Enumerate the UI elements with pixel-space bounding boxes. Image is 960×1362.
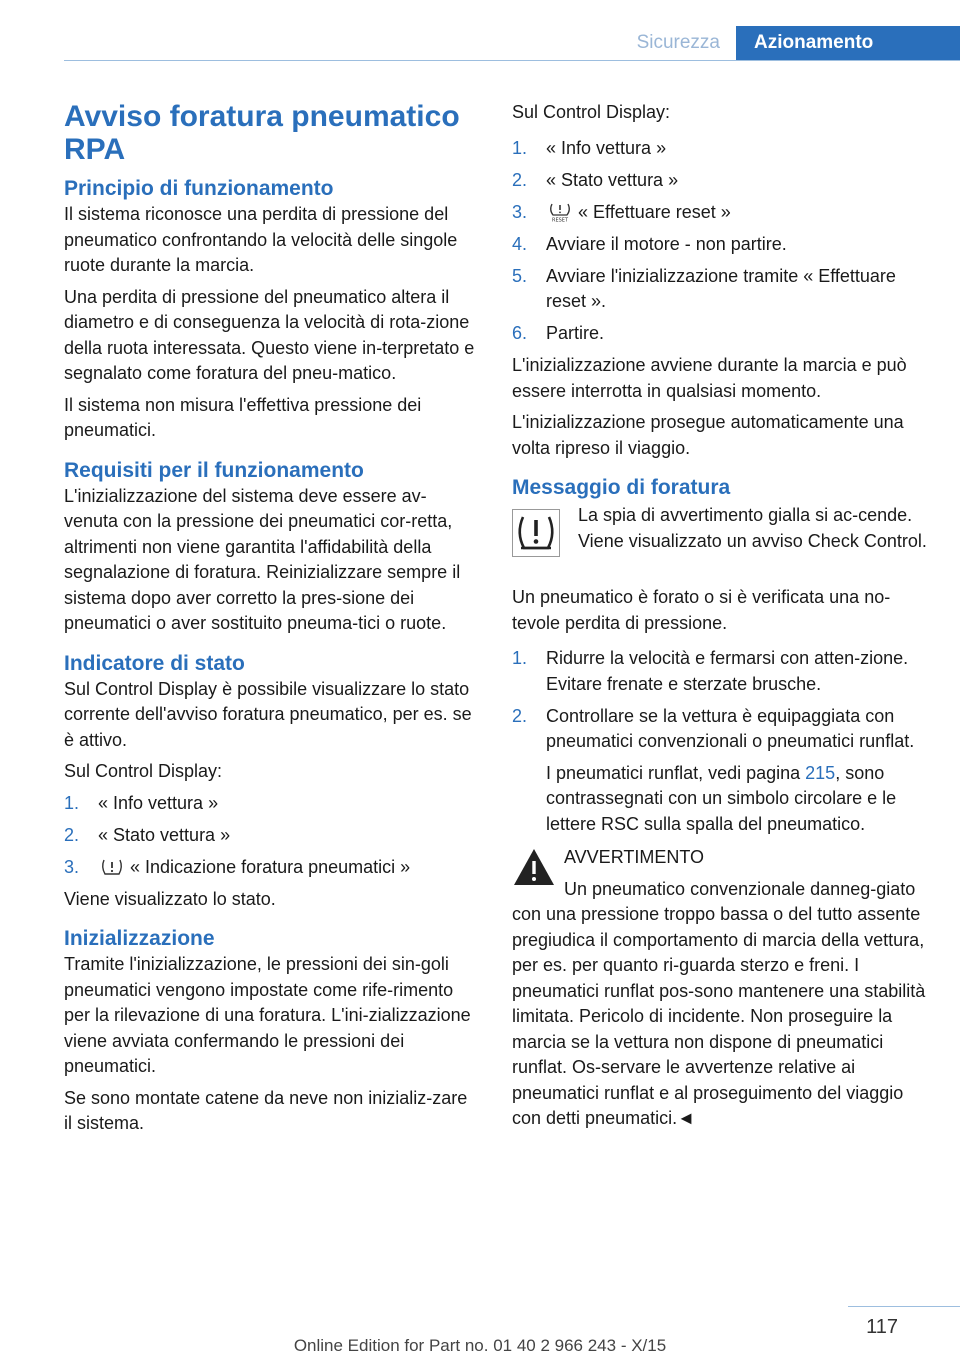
- requirements-p1: L'inizializzazione del sistema deve essere av-venuta con la pressione dei pneumatici cor-retta, altrimenti non viene garantita l'affidabilità della segnalazione di foratura. Reinizializzare sempre il sistema dopo aver corretto la pres-sione dei pneumatici o aver sostituito pneuma-tici o ruote.: [64, 485, 461, 633]
- principle-heading: Principio di funzionamento: [64, 177, 334, 200]
- list-item: 3. RESET « Effettuare reset »: [512, 201, 731, 222]
- reset-steps: [512, 136, 930, 347]
- runflat-note: I pneumatici runflat, vedi pagina 215, sono contrassegnati con un simbolo circolare e le lettere RSC sulla spalla del pneumatico.: [546, 762, 897, 834]
- warning-block: [512, 845, 930, 1132]
- list-item: 1. Ridurre la velocità e fermarsi con atten-zione. Evitare frenate e sterzate brusche.: [512, 648, 909, 694]
- tire-reset-icon: [548, 202, 572, 222]
- svg-text:RESET: RESET: [551, 217, 569, 222]
- page-number: 117: [866, 1316, 898, 1338]
- puncture-p1: Un pneumatico è forato o si è verificata una no-tevole perdita di pressione.: [512, 587, 891, 633]
- puncture-heading: Messaggio di foratura: [512, 476, 731, 499]
- list-item: 1. « Info vettura »: [64, 792, 219, 813]
- tire-pressure-icon: [100, 857, 124, 877]
- header-rule: [64, 60, 960, 61]
- warning-triangle-icon: [512, 847, 556, 887]
- list-item: 2. « Stato vettura »: [512, 169, 679, 190]
- status-steps: [64, 791, 478, 881]
- warning-text: Un pneumatico convenzionale danneg-giato con una pressione troppo bassa o del tutto assente pregiudica il comportamento di marcia della vettura, per es. per quanto ri-guarda sterzo e freni. I pneumatici runflat pos-sono mantenere una stabilità limitata. Pericolo di incidente. Non proseguire la marcia se la vettura non dispone di pneumatici runflat. Os-servare le avvertenze relative ai pneumatici runflat e al proseguimento del viaggio con detti pneumatici.◄: [512, 878, 926, 1128]
- list-item: 2. Controllare se la vettura è equipaggiata con pneumatici convenzionali o pneumatici runflat. I pneumatici runflat, vedi pagina 215, sono contrassegnati con un simbolo circolare e le lettere RSC sulla spalla del pneumatico.: [512, 704, 930, 838]
- init-p2: Se sono montate catene da neve non inizializ-zare il sistema.: [64, 1087, 468, 1133]
- page-number-rule: [848, 1306, 960, 1307]
- left-column: [64, 100, 478, 1137]
- header-chapter-tab[interactable]: Azionamento: [736, 26, 960, 60]
- init-heading: Inizializzazione: [64, 927, 215, 950]
- init-p1: Tramite l'inizializzazione, le pressioni dei sin-goli pneumatici vengono impostate come rife-rimento per la rilevazione di una foratura. L'ini-zializzazione viene avviata confermando le pressioni dei pneumatici.: [64, 954, 471, 1076]
- principle-p1: Il sistema riconosce una perdita di pressione del pneumatico confrontando la velocità delle singole ruote durante la marcia.: [64, 204, 458, 275]
- list-item: 2. « Stato vettura »: [64, 824, 231, 845]
- status-p3: Viene visualizzato lo stato.: [64, 888, 276, 909]
- right-column: [512, 100, 930, 1132]
- right-intro: Sul Control Display:: [512, 102, 671, 122]
- status-p2: Sul Control Display:: [64, 761, 223, 781]
- puncture-icon-text: La spia di avvertimento gialla si ac-cende. Viene visualizzato un avviso Check Control.: [578, 505, 927, 551]
- page-title: Avviso foratura pneumatico RPA: [64, 100, 460, 166]
- list-item: 6. Partire.: [512, 323, 605, 343]
- puncture-steps: [512, 646, 930, 837]
- header-section-tab[interactable]: Sicurezza: [636, 32, 720, 53]
- list-item: 3. « Indicazione foratura pneumatici »: [64, 856, 411, 877]
- list-item: 5. Avviare l'inizializzazione tramite « Effettuare reset ».: [512, 265, 896, 311]
- list-item: 4. Avviare il motore - non partire.: [512, 233, 787, 254]
- puncture-indicator-block: [512, 503, 930, 579]
- footer-edition: Online Edition for Part no. 01 40 2 966 243 - X/15: [293, 1336, 667, 1355]
- right-p2: L'inizializzazione prosegue automaticamente una volta ripreso il viaggio.: [512, 412, 904, 458]
- status-heading: Indicatore di stato: [64, 651, 245, 675]
- tire-warning-light-icon: [512, 509, 560, 557]
- warning-title: AVVERTIMENTO: [564, 847, 705, 867]
- status-p1: Sul Control Display è possibile visualizzare lo stato corrente dell'avviso foratura pneumatico, per es. se è attivo.: [64, 678, 472, 750]
- principle-p2: Una perdita di pressione del pneumatico altera il diametro e di conseguenza la velocità di rota-zione della ruota interessata. Questo viene in-terpretato e segnalato come foratura del pneu-matico.: [64, 286, 475, 383]
- principle-p3: Il sistema non misura l'effettiva pressione dei pneumatici.: [64, 394, 422, 440]
- requirements-heading: Requisiti per il funzionamento: [64, 458, 364, 482]
- right-p1: L'inizializzazione avviene durante la marcia e può essere interrotta in qualsiasi momento.: [512, 355, 907, 401]
- page-link[interactable]: 215: [805, 762, 836, 783]
- list-item: 1. « Info vettura »: [512, 137, 667, 158]
